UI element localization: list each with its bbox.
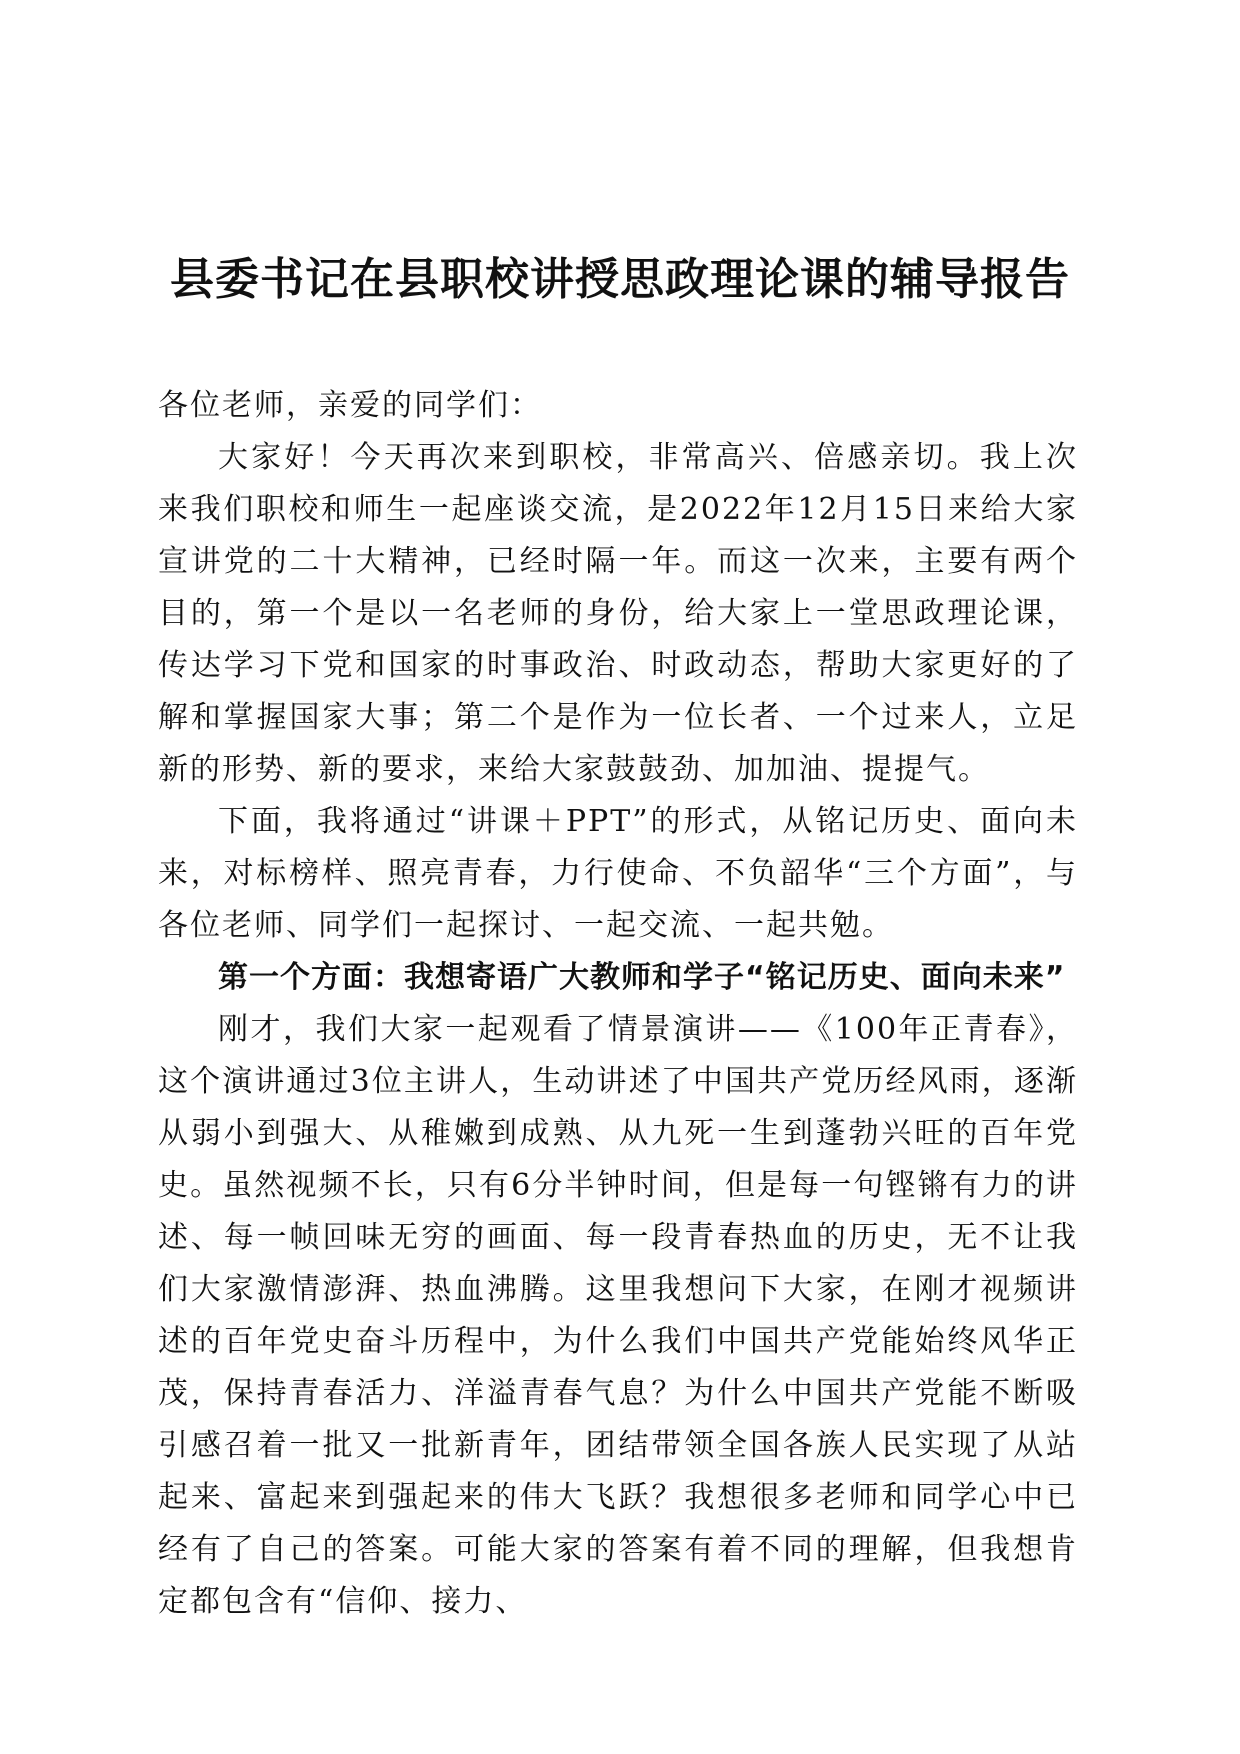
paragraph-outline: 下面，我将通过“讲课＋PPT”的形式，从铭记历史、面向未来，对标榜样、照亮青春，力行使命、不负韶华“三个方面”，与各位老师、同学们一起探讨、一起交流、一起共勉。 [158,804,1078,943]
document-title: 县委书记在县职校讲授思政理论课的辅导报告 [170,254,1070,305]
greeting: 各位老师，亲爱的同学们： [158,388,542,423]
document-body [158,380,1078,1628]
paragraph-section-one: 刚才，我们大家一起观看了情景演讲——《100年正青春》，这个演讲通过3位主讲人，生动讲述了中国共产党历经风雨，逐渐从弱小到强大、从稚嫩到成熟、从九死一生到蓬勃兴旺的百年党史。虽然视频不长，只有6分半钟时间，但是每一句铿锵有力的讲述、每一帧回味无穷的画面、每一段青春热血的历史，无不让我们大家激情澎湃、热血沸腾。这里我想问下大家，在刚才视频讲述的百年党史奋斗历程中，为什么我们中国共产党能始终风华正茂，保持青春活力、洋溢青春气息？为什么中国共产党能不断吸引感召着一批又一批新青年，团结带领全国各族人民实现了从站起来、富起来到强起来的伟大飞跃？我想很多老师和同学心中已经有了自己的答案。可能大家的答案有着不同的理解，但我想肯定都包含有“信仰、接力、 [158,1012,1078,1619]
paragraph-opening: 大家好！今天再次来到职校，非常高兴、倍感亲切。我上次来我们职校和师生一起座谈交流，是2022年12月15日来给大家宣讲党的二十大精神，已经时隔一年。而这一次来，主要有两个目的，第一个是以一名老师的身份，给大家上一堂思政理论课，传达学习下党和国家的时事政治、时政动态，帮助大家更好的了解和掌握国家大事；第二个是作为一位长者、一个过来人，立足新的形势、新的要求，来给大家鼓鼓劲、加加油、提提气。 [158,440,1078,787]
section-heading: 第一个方面：我想寄语广大教师和学子“铭记历史、面向未来” [218,960,1066,995]
